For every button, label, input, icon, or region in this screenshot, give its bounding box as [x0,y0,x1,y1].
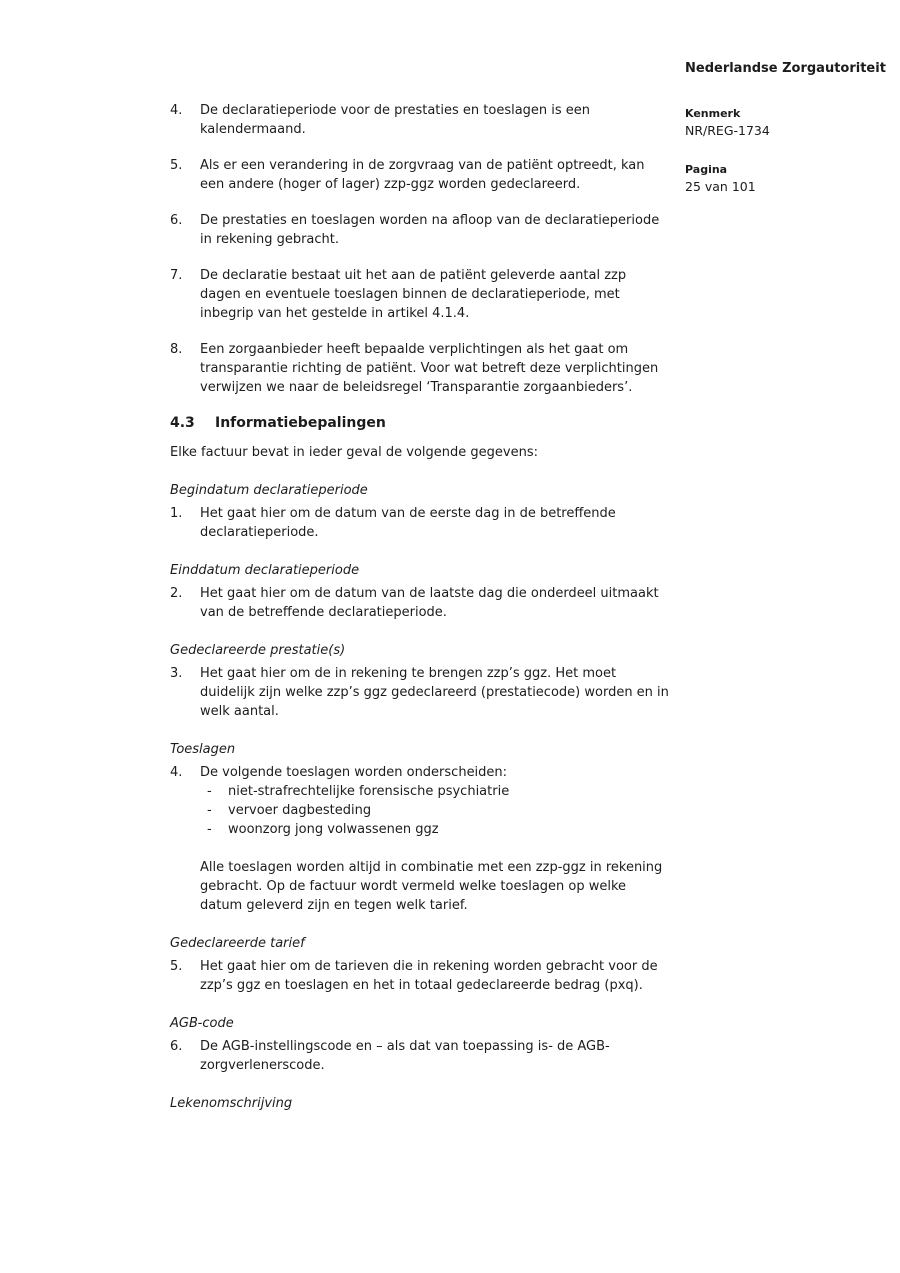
item-text [200,504,670,542]
section-title: Informatiebepalingen [215,415,386,431]
dash-marker: - [207,784,212,799]
organization-name: Nederlandse Zorgautoriteit [685,61,886,76]
subsection-heading: Begindatum declaratieperiode [170,483,368,498]
section-intro: Elke factuur bevat in ieder geval de volgende gegevens: [170,445,538,460]
document-body [170,101,670,1117]
item-number: 8. [170,342,183,357]
dash-text: woonzorg jong volwassenen ggz [228,822,439,837]
item-text [200,584,670,622]
dash-list-item [200,820,670,839]
subsection-heading: Lekenomschrijving [170,1096,293,1111]
item-text-body: Het gaat hier om de datum van de laatste dag die onderdeel uitmaakt van de betreffende declaratieperiode. [200,586,659,620]
item-text [200,211,670,249]
item-text-body: De declaratieperiode voor de prestaties en toeslagen is een kalendermaand. [200,103,591,137]
subsection-heading: Gedeclareerde prestatie(s) [170,643,346,658]
subsection [170,1094,670,1113]
item-number: 6. [170,1039,183,1054]
item-text-body: Het gaat hier om de tarieven die in rekening worden gebracht voor de zzp’s ggz en toeslagen en het in totaal gedeclareerde bedrag (pxq). [200,959,658,993]
item-number: 1. [170,506,183,521]
dash-marker: - [207,803,212,818]
section-heading [170,414,670,433]
dash-list-item [200,801,670,820]
dash-text: vervoer dagbesteding [228,803,372,818]
pagina-label: Pagina [685,163,728,176]
numbered-item [170,340,670,397]
item-after-paragraph: Alle toeslagen worden altijd in combinatie met een zzp-ggz in rekening gebracht. Op de factuur wordt vermeld welke toeslagen op welke datum geleverd zijn en tegen welk tarief. [200,860,663,913]
subsection [170,561,670,622]
numbered-item [170,957,670,995]
item-text-body: Als er een verandering in de zorgvraag van de patiënt optreedt, kan een andere (hoger of lager) zzp-ggz worden gedeclareerd. [200,158,645,192]
numbered-item [170,664,670,721]
dash-text: niet-strafrechtelijke forensische psychiatrie [228,784,510,799]
item-text-body: De prestaties en toeslagen worden na afloop van de declaratieperiode in rekening gebracht. [200,213,660,247]
item-number: 4. [170,103,183,118]
item-text [200,340,670,397]
item-text [200,156,670,194]
item-text [200,101,670,139]
item-number: 3. [170,666,183,681]
subsection-list [170,481,670,1113]
numbered-item [170,504,670,542]
item-number: 7. [170,268,183,283]
item-number: 5. [170,959,183,974]
item-text-body: De volgende toeslagen worden onderscheiden: [200,765,508,780]
subsection [170,740,670,915]
pagina-block [685,163,756,195]
subsection-heading: Einddatum declaratieperiode [170,563,360,578]
pagina-value: 25 van 101 [685,179,756,194]
subsection [170,481,670,542]
item-text [200,1037,670,1075]
numbered-item [170,101,670,139]
numbered-item [170,763,670,915]
top-numbered-list [170,101,670,397]
dash-list-item [200,782,670,801]
subsection-heading: Toeslagen [170,742,236,757]
dash-marker: - [207,822,212,837]
subsection [170,934,670,995]
kenmerk-value: NR/REG-1734 [685,123,770,138]
kenmerk-label: Kenmerk [685,107,741,120]
item-number: 4. [170,765,183,780]
numbered-item [170,584,670,622]
item-text-body: Het gaat hier om de datum van de eerste dag in de betreffende declaratieperiode. [200,506,616,540]
subsection-heading: Gedeclareerde tarief [170,936,305,951]
item-text-body: Een zorgaanbieder heeft bepaalde verplichtingen als het gaat om transparantie richting de patiënt. Voor wat betreft deze verplichtingen verwijzen we naar de beleidsregel ‘Transparantie zorgaanbieders’. [200,342,659,395]
numbered-item [170,266,670,323]
item-text-body: De declaratie bestaat uit het aan de patiënt geleverde aantal zzp dagen en eventuele toeslagen binnen de declaratieperiode, met inbegrip van het gestelde in artikel 4.1.4. [200,268,627,321]
item-text [200,664,670,721]
item-text-body: Het gaat hier om de in rekening te brengen zzp’s ggz. Het moet duidelijk zijn welke zzp’s ggz gedeclareerd (prestatiecode) worden en in welk aantal. [200,666,669,719]
item-number: 2. [170,586,183,601]
numbered-item [170,1037,670,1075]
item-text-body: De AGB-instellingscode en – als dat van toepassing is- de AGB-zorgverlenerscode. [200,1039,610,1073]
item-text [200,266,670,323]
section-number: 4.3 [170,415,195,431]
kenmerk-block [685,107,770,139]
subsection [170,1014,670,1075]
subsection [170,641,670,721]
numbered-item [170,156,670,194]
item-text [200,763,670,915]
numbered-item [170,211,670,249]
item-text [200,957,670,995]
item-number: 5. [170,158,183,173]
item-number: 6. [170,213,183,228]
subsection-heading: AGB-code [170,1016,234,1031]
